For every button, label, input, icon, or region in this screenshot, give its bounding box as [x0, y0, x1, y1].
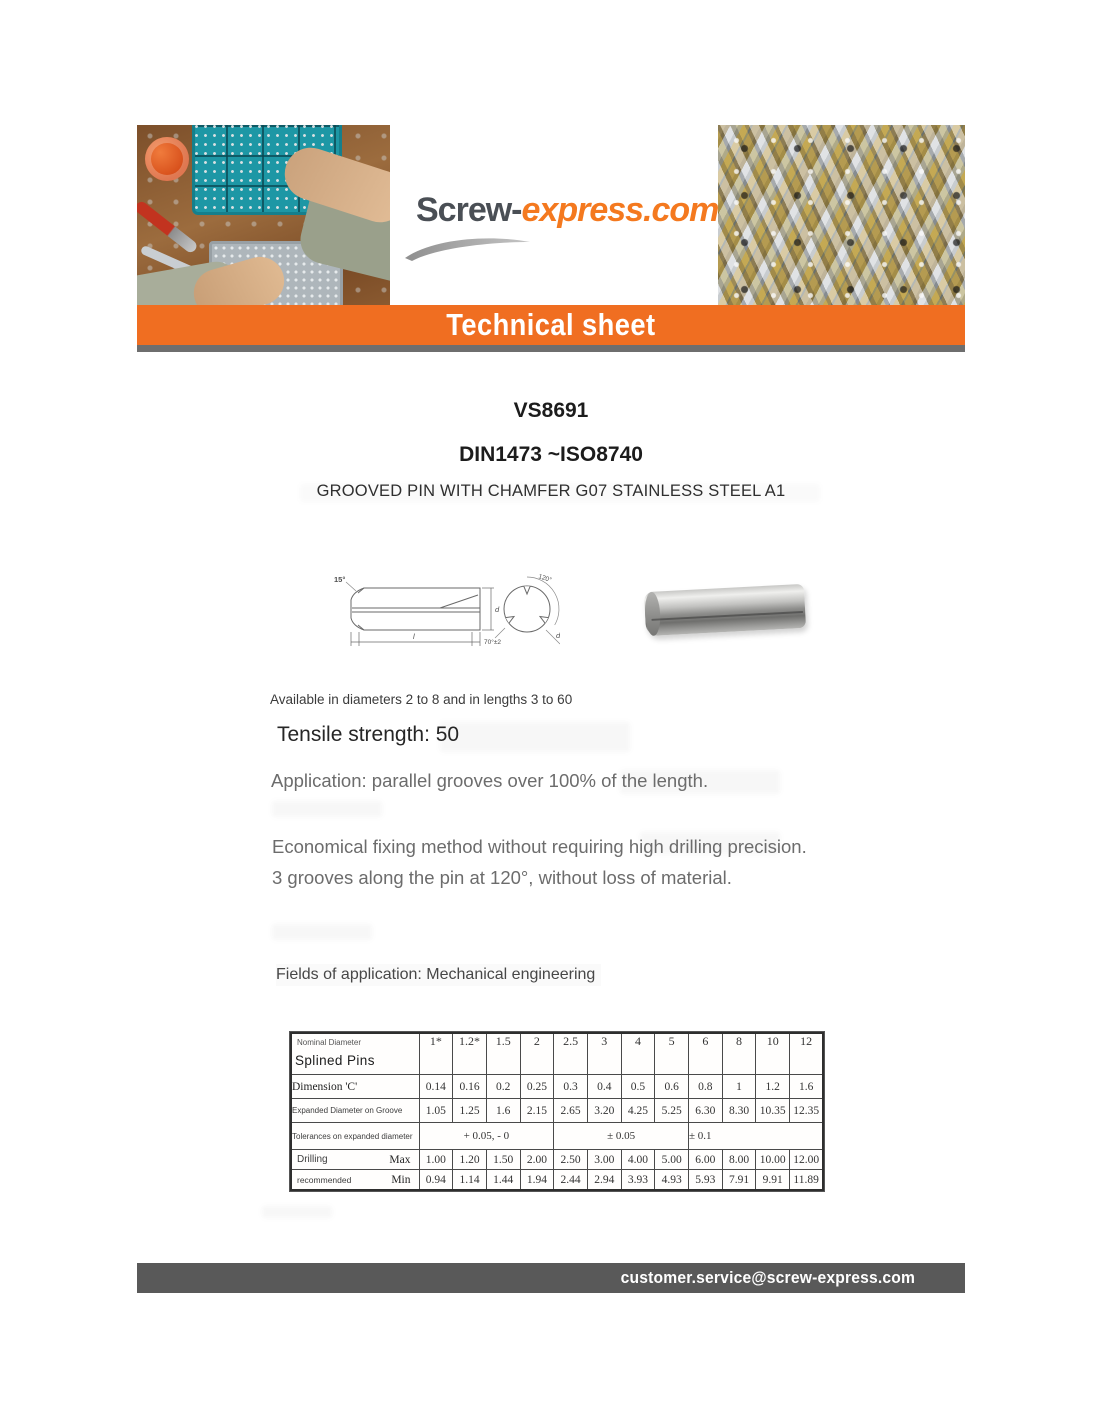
row-label: Dimension 'C' — [291, 1075, 419, 1099]
value-cell: 10.00 — [756, 1150, 790, 1170]
diameter-column-header: 5 — [655, 1033, 689, 1075]
value-cell: 0.3 — [554, 1075, 588, 1099]
logo-area — [390, 125, 718, 305]
diameter-column-header: 4 — [621, 1033, 655, 1075]
diameter-column-header: 1.5 — [486, 1033, 520, 1075]
value-cell: 1.50 — [486, 1150, 520, 1170]
product-description: GROOVED PIN WITH CHAMFER G07 STAINLESS STEEL A1 — [316, 482, 786, 500]
value-cell: 11.89 — [790, 1170, 824, 1191]
value-cell: 1 — [722, 1075, 756, 1099]
value-cell: 1.00 — [419, 1150, 453, 1170]
value-cell: 5.25 — [655, 1099, 689, 1123]
logo-text-orange: express.com — [521, 191, 719, 229]
availability-text: Available in diameters 2 to 8 and in lengths 3 to 60 — [270, 692, 573, 707]
divider-strip — [137, 345, 965, 352]
product-code: VS8691 — [513, 399, 589, 422]
value-cell: 2.00 — [520, 1150, 554, 1170]
diameter-column-header: 1* — [419, 1033, 453, 1075]
value-cell: 8.00 — [722, 1150, 756, 1170]
footer-bar — [137, 1263, 965, 1293]
diameter-column-header: 10 — [756, 1033, 790, 1075]
groove-runout-line — [440, 595, 478, 608]
diameter-column-header: 2.5 — [554, 1033, 588, 1075]
value-cell: 1.05 — [419, 1099, 453, 1123]
value-cell: 0.5 — [621, 1075, 655, 1099]
notch-top — [524, 586, 530, 594]
value-cell: 1.94 — [520, 1170, 554, 1191]
technical-sheet-banner — [137, 305, 965, 345]
value-cell: 6.00 — [689, 1150, 723, 1170]
tolerances-label: Tolerances on expanded diameter — [291, 1123, 419, 1150]
header-banner — [137, 125, 965, 305]
value-cell: 0.25 — [520, 1075, 554, 1099]
value-cell: 4.25 — [621, 1099, 655, 1123]
value-cell: 12.35 — [790, 1099, 824, 1123]
value-cell: 1.20 — [453, 1150, 487, 1170]
pin-cylinder — [644, 584, 806, 636]
value-cell: 6.30 — [689, 1099, 723, 1123]
value-cell: 2.65 — [554, 1099, 588, 1123]
scan-artifact — [262, 1206, 332, 1218]
banner-title: Technical sheet — [446, 307, 656, 342]
value-cell: 3.20 — [587, 1099, 621, 1123]
note-line: 3 grooves along the pin at 120°, without loss of material. — [272, 867, 732, 888]
value-cell: 8.30 — [722, 1099, 756, 1123]
value-cell: 0.94 — [419, 1170, 453, 1191]
value-cell: 2.50 — [554, 1150, 588, 1170]
section-diameter-label: d — [556, 631, 560, 640]
scan-artifact — [272, 801, 382, 817]
grooved-pin-photo — [641, 580, 813, 642]
value-cell: 1.25 — [453, 1099, 487, 1123]
groove-angle-label: 120° — [537, 573, 553, 585]
tensile-strength-text: Tensile strength: 50 — [277, 723, 460, 746]
value-cell: 0.14 — [419, 1075, 453, 1099]
fields-of-application-text: Fields of application: Mechanical engineering — [276, 966, 596, 983]
splined-pins-label: Splined Pins — [295, 1053, 375, 1068]
value-cell: 5.00 — [655, 1150, 689, 1170]
value-cell: 2.94 — [587, 1170, 621, 1191]
diameter-column-header: 6 — [689, 1033, 723, 1075]
value-cell: 9.91 — [756, 1170, 790, 1191]
application-text: Application: parallel grooves over 100% of the length. — [271, 770, 709, 791]
nominal-diameter-label: Nominal Diameter — [297, 1038, 362, 1047]
note-line: Economical fixing method without requiring high drilling precision. — [272, 836, 807, 857]
diameter-column-header: 12 — [790, 1033, 824, 1075]
value-cell: 0.8 — [689, 1075, 723, 1099]
value-cell: 0.2 — [486, 1075, 520, 1099]
chamfer-angle-label: 15° — [334, 575, 346, 584]
logo-swoosh-icon — [400, 231, 536, 263]
tolerance-span: + 0.05, - 0 — [419, 1123, 554, 1150]
section-angle-label: 70°±2 — [484, 639, 502, 646]
value-cell: 0.16 — [453, 1075, 487, 1099]
scan-artifact — [272, 924, 372, 940]
value-cell: 12.00 — [790, 1150, 824, 1170]
value-cell: 4.93 — [655, 1170, 689, 1191]
diameter-label: d — [495, 605, 500, 614]
diameter-column-header: 2 — [520, 1033, 554, 1075]
value-cell: 10.35 — [756, 1099, 790, 1123]
value-cell: 3.00 — [587, 1150, 621, 1170]
site-logo — [416, 191, 718, 230]
pin-end-cap — [644, 591, 661, 636]
workbench-photo — [137, 125, 390, 305]
side-view-outline — [351, 588, 480, 630]
dimensions-table — [290, 1032, 824, 1191]
value-cell: 0.4 — [587, 1075, 621, 1099]
technical-drawing — [322, 568, 560, 674]
value-cell: 1.6 — [486, 1099, 520, 1123]
length-label: l — [413, 632, 415, 641]
value-cell: 1.2 — [756, 1075, 790, 1099]
diameter-column-header: 1.2* — [453, 1033, 487, 1075]
customer-service-email: customer.service@screw-express.com — [620, 1268, 915, 1287]
logo-text-dark: Screw- — [416, 191, 522, 229]
diameter-column-header: 3 — [587, 1033, 621, 1075]
product-standard: DIN1473 ~ISO8740 — [459, 443, 643, 466]
pin-groove-line — [651, 611, 803, 621]
diameter-column-header: 8 — [722, 1033, 756, 1075]
row-label: Expanded Diameter on Groove — [291, 1099, 419, 1123]
value-cell: 4.00 — [621, 1150, 655, 1170]
value-cell: 5.93 — [689, 1170, 723, 1191]
value-cell: 1.44 — [486, 1170, 520, 1191]
value-cell: 2.15 — [520, 1099, 554, 1123]
tolerance-span: ± 0.1 — [689, 1123, 824, 1150]
notes-block — [272, 831, 817, 893]
nominal-diameter-header — [291, 1033, 419, 1075]
drilling-label: recommended Min — [291, 1170, 419, 1191]
value-cell: 0.6 — [655, 1075, 689, 1099]
scan-artifact — [440, 722, 630, 752]
screw-heads-decor — [718, 125, 965, 305]
screws-pile-photo — [718, 125, 965, 305]
value-cell: 1.6 — [790, 1075, 824, 1099]
value-cell: 3.93 — [621, 1170, 655, 1191]
drilling-label: Drilling Max — [291, 1150, 419, 1170]
tolerance-span: ± 0.05 — [554, 1123, 689, 1150]
scan-artifact — [300, 484, 820, 502]
value-cell: 1.14 — [453, 1170, 487, 1191]
value-cell: 2.44 — [554, 1170, 588, 1191]
value-cell: 7.91 — [722, 1170, 756, 1191]
measuring-tape — [145, 137, 189, 181]
